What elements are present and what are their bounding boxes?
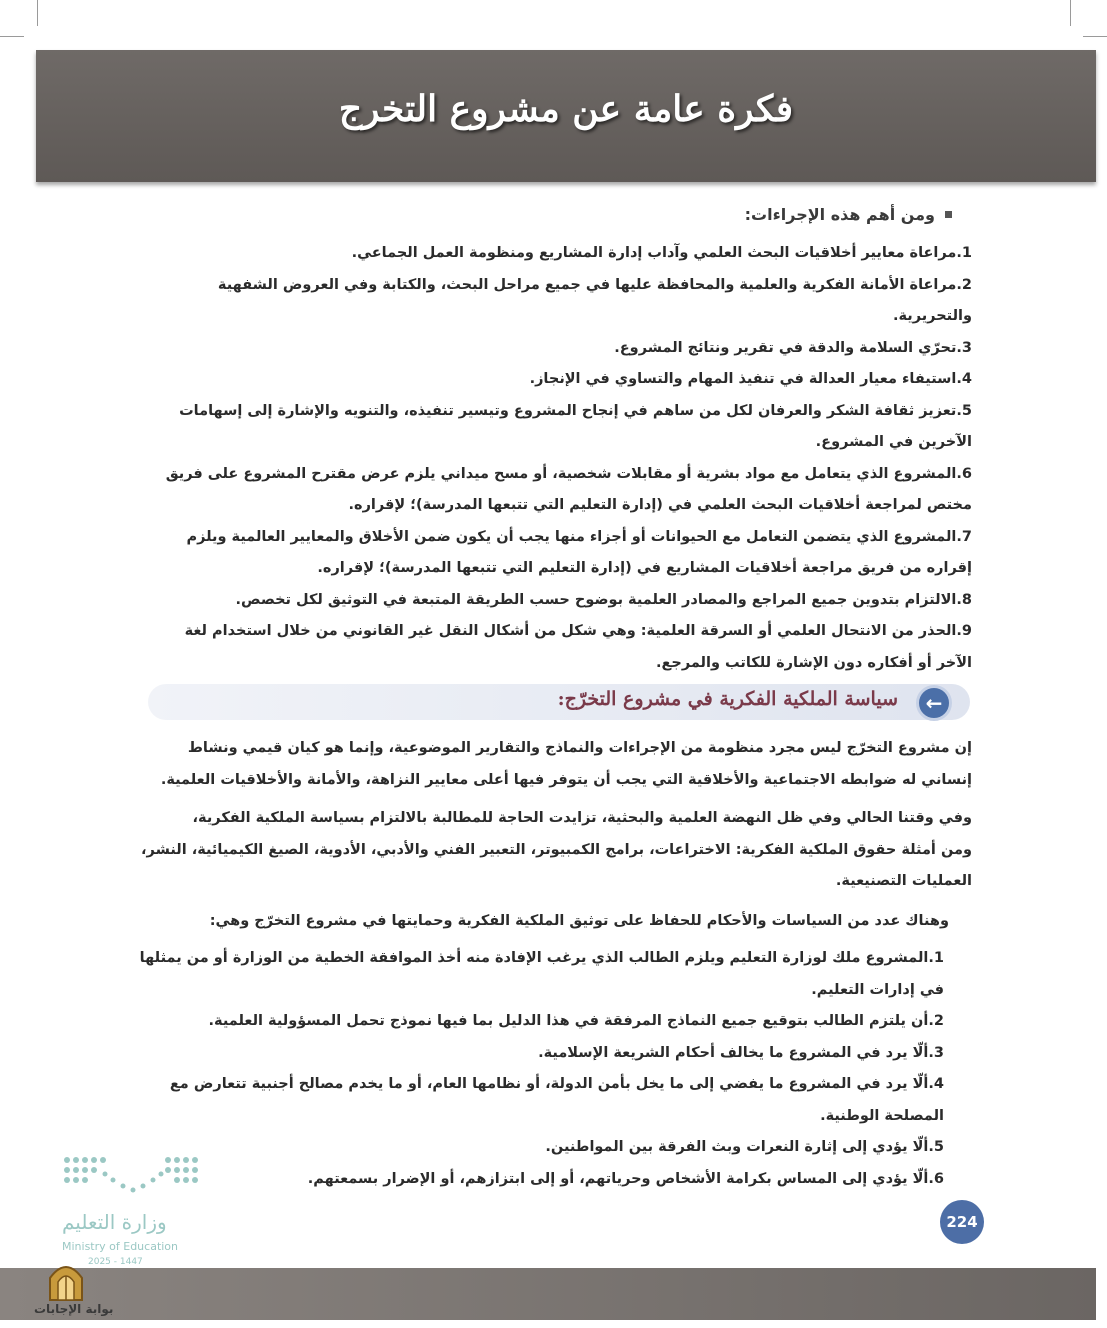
rule-item-number: 5. xyxy=(928,1139,944,1155)
ip-paragraph-1 xyxy=(132,733,972,796)
procedure-item xyxy=(137,396,972,459)
paragraph-line: ومن أمثلة حقوق الملكية الفكرية: الاختراعات، برامج الكمبيوتر، التعبير الفني والأدبي، الأدوية، الصيغ الكيميائية، النشر، xyxy=(141,841,972,858)
procedures-intro xyxy=(745,205,952,224)
procedure-item xyxy=(137,616,972,679)
rule-item-line xyxy=(129,1069,944,1101)
procedure-item-number: 8. xyxy=(956,591,972,608)
rule-item-line xyxy=(129,1038,944,1070)
procedure-item-number: 3. xyxy=(956,339,972,356)
page-header xyxy=(36,50,1096,182)
crop-mark xyxy=(37,0,38,26)
rule-item xyxy=(129,1006,944,1038)
ip-paragraph-3: وهناك عدد من السياسات والأحكام للحفاظ على توثيق الملكية الفكرية وحمايتها في مشروع التخرّج وهي: xyxy=(209,913,949,929)
procedure-item-number: 4. xyxy=(956,371,972,387)
ministry-logo-icon xyxy=(63,1154,198,1200)
rule-item-number: 6. xyxy=(928,1170,944,1187)
procedure-item-line xyxy=(137,427,972,459)
paragraph-line: وفي وقتنا الحالي وفي ظل النهضة العلمية والبحثية، تزايدت الحاجة للمطالبة بالالتزام بسياسة الملكية الفكرية، xyxy=(192,810,972,826)
procedure-item-line xyxy=(137,648,972,680)
ministry-name-en: Ministry of Education xyxy=(62,1240,179,1253)
procedure-item-text: الآخرين في المشروع. xyxy=(815,434,972,450)
procedure-item-line xyxy=(137,553,972,585)
rule-item-number: 3. xyxy=(928,1044,944,1061)
rule-item-text: ألّا يؤدي إلى إثارة النعرات وبث الفرقة بين المواطنين. xyxy=(545,1139,929,1155)
procedure-item xyxy=(137,333,972,365)
procedure-item-text: الحذر من الانتحال العلمي أو السرقة العلمية: وهي شكل من أشكال النقل غير القانوني من خلال استخدام لغة xyxy=(184,623,957,639)
procedure-item-number: 2. xyxy=(956,276,972,293)
procedure-item-text: تحرّي السلامة والدقة في تقرير ونتائج المشروع. xyxy=(614,339,957,356)
procedure-item-text: مختص لمراجعة أخلاقيات البحث العلمي في (إدارة التعليم التي تتبعها المدرسة)؛ لإقراره. xyxy=(348,497,972,513)
rule-item xyxy=(129,1132,944,1164)
rule-item xyxy=(129,943,944,1006)
rule-item-number: 4. xyxy=(928,1076,944,1092)
procedure-item-text: مراعاة الأمانة الفكرية والعلمية والمحافظة عليها في جميع مراحل البحث، والكتابة وفي العروض الشفهية والتحريرية. xyxy=(217,276,972,324)
procedure-item-number: 9. xyxy=(956,623,972,639)
procedure-item-number: 6. xyxy=(956,465,972,482)
procedure-item-line xyxy=(137,270,972,333)
paragraph-line: إنساني له ضوابطه الاجتماعية والأخلاقية التي يجب أن يتوفر فيها أعلى معايير النزاهة، والأمانة والأخلاقيات العلمية. xyxy=(160,771,972,788)
rule-item-line xyxy=(129,1006,944,1038)
rule-item-line xyxy=(129,975,944,1007)
paragraph-line: العمليات التصنيعية. xyxy=(835,873,972,889)
page-number: 224 xyxy=(940,1200,984,1244)
procedure-item-line xyxy=(137,459,972,491)
crop-mark xyxy=(1070,0,1071,26)
procedures-list xyxy=(137,238,972,679)
procedure-item xyxy=(137,522,972,585)
rule-item xyxy=(129,1164,944,1196)
rule-item-text: المشروع ملك لوزارة التعليم ويلزم الطالب الذي يرغب الإفادة منه أخذ الموافقة الخطية من الوزارة أو من يمثلها xyxy=(139,950,929,966)
rule-item xyxy=(129,1069,944,1132)
procedure-item-line xyxy=(137,616,972,648)
rule-item xyxy=(129,1038,944,1070)
bullet-square-icon xyxy=(945,211,952,218)
procedure-item xyxy=(137,585,972,617)
ip-paragraph-2 xyxy=(132,803,972,898)
procedure-item-line xyxy=(137,364,972,396)
procedure-item-text: مراعاة معايير أخلاقيات البحث العلمي وآداب إدارة المشاريع ومنظومة العمل الجماعي. xyxy=(351,245,957,261)
procedure-item-line xyxy=(137,238,972,270)
paragraph-line: إن مشروع التخرّج ليس مجرد منظومة من الإجراءات والنماذج والتقارير الموضوعية، وإنما هو كيان قيمي ونشاط xyxy=(187,740,972,756)
rule-item-number: 1. xyxy=(928,950,944,966)
procedure-item-text: المشروع الذي يتضمن التعامل مع الحيوانات أو أجزاء منها يجب أن يكون ضمن الأخلاق والمعايير العالمية ويلزم xyxy=(186,528,957,545)
rule-item-text: ألّا يرد في المشروع ما يفضي إلى ما يخل بأمن الدولة، أو نظامها العام، أو ما يخدم مصالح أجنبية تتعارض مع xyxy=(169,1076,929,1092)
procedure-item-text: الآخر أو أفكاره دون الإشارة للكاتب والمرجع. xyxy=(655,654,972,671)
procedure-item xyxy=(137,459,972,522)
arrow-left-icon: ← xyxy=(916,685,952,721)
procedure-item-text: استيفاء معيار العدالة في تنفيذ المهام والتساوي في الإنجاز. xyxy=(529,371,957,387)
procedure-item-text: المشروع الذي يتعامل مع مواد بشرية أو مقابلات شخصية، أو مسح ميداني يلزم عرض مقترح المشروع على فريق xyxy=(165,465,957,482)
procedure-item xyxy=(137,270,972,333)
procedure-item-line xyxy=(137,585,972,617)
ip-rules-list xyxy=(129,943,944,1195)
section-header-band xyxy=(148,684,970,720)
procedure-item-text: الالتزام بتدوين جميع المراجع والمصادر العلمية بوضوح حسب الطريقة المتبعة في التوثيق لكل تخصص. xyxy=(235,591,957,608)
section-title: سياسة الملكية الفكرية في مشروع التخرّج: xyxy=(557,688,898,710)
rule-item-line xyxy=(129,1132,944,1164)
ministry-name-ar: وزارة التعليم xyxy=(62,1210,167,1234)
procedure-item-number: 7. xyxy=(956,528,972,545)
procedure-item-line xyxy=(137,333,972,365)
rule-item-line xyxy=(129,1164,944,1196)
rule-item-text: في إدارات التعليم. xyxy=(811,981,944,998)
procedure-item-number: 5. xyxy=(956,402,972,419)
procedure-item-line xyxy=(137,522,972,554)
page-footer-band xyxy=(0,1268,1096,1320)
page-title: فكرة عامة عن مشروع التخرج xyxy=(338,88,794,130)
procedure-item-text: إقراره من فريق مراجعة أخلاقيات المشاريع في (إدارة التعليم التي تتبعها المدرسة)؛ لإقراره. xyxy=(317,560,972,576)
mosque-logo-icon xyxy=(46,1258,86,1302)
procedure-item-line xyxy=(137,396,972,428)
rule-item-text: أن يلتزم الطالب بتوقيع جميع النماذج المرفقة في هذا الدليل بما فيها نموذج تحمل المسؤولية العلمية. xyxy=(208,1013,929,1029)
rule-item-line xyxy=(129,943,944,975)
rule-item-text: المصلحة الوطنية. xyxy=(820,1107,944,1124)
procedure-item-number: 1. xyxy=(956,245,972,261)
rule-item-text: ألّا يرد في المشروع ما يخالف أحكام الشريعة الإسلامية. xyxy=(538,1044,929,1061)
rule-item-line xyxy=(129,1101,944,1133)
procedure-item xyxy=(137,364,972,396)
procedures-intro-text: ومن أهم هذه الإجراءات: xyxy=(744,205,935,224)
procedure-item-text: تعزيز ثقافة الشكر والعرفان لكل من ساهم في إنجاح المشروع وتيسير تنفيذه، والتنويه والإشارة إلى إسهامات xyxy=(179,402,957,419)
watermark-text: بوابة الإجابات xyxy=(34,1302,114,1316)
crop-mark xyxy=(1083,36,1107,37)
rule-item-number: 2. xyxy=(928,1013,944,1029)
crop-mark xyxy=(0,36,24,37)
rule-item-text: ألّا يؤدي إلى المساس بكرامة الأشخاص وحرياتهم، أو إلى ابتزازهم، أو الإضرار بسمعتهم. xyxy=(307,1170,929,1187)
procedure-item-line xyxy=(137,490,972,522)
procedure-item xyxy=(137,238,972,270)
ministry-year: 2025 - 1447 xyxy=(88,1257,143,1267)
